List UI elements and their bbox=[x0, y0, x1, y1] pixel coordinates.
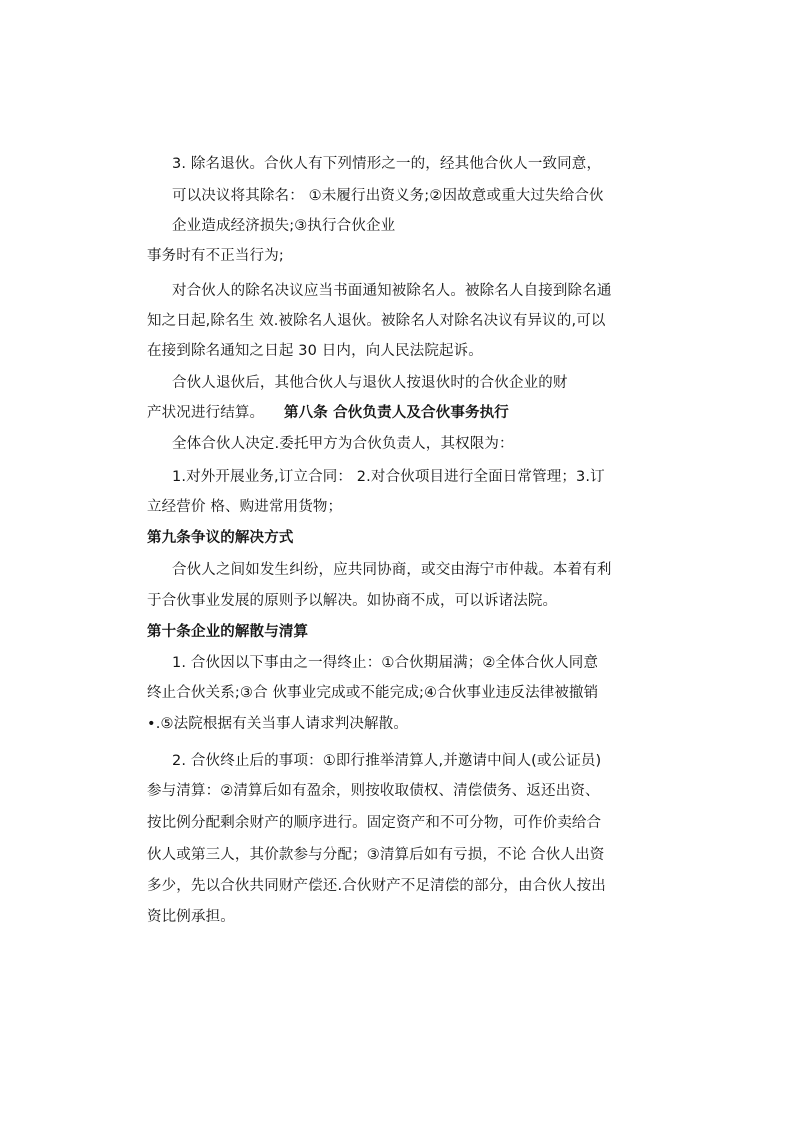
text-line: 可以决议将其除名： ①未履行出资义务;②因故意或重大过失给合伙 bbox=[172, 188, 604, 204]
text-line: 资比例承担。 bbox=[147, 909, 235, 925]
text-line: 事务时有不正当行为; bbox=[147, 248, 284, 264]
text-line: 合伙人之间如发生纠纷，应共同协商，或交由海宁市仲裁。本着有利 bbox=[172, 562, 612, 578]
text-line: 3. 除名退伙。合伙人有下列情形之一的，经其他合伙人一致同意， bbox=[172, 156, 602, 172]
text-line: 终止合伙关系;③合 伙事业完成或不能完成;④合伙事业违反法律被撤销 bbox=[147, 685, 599, 701]
text-line: 参与清算：②清算后如有盈余，则按收取债权、清偿债务、返还出资、 bbox=[147, 783, 600, 799]
text-line: 对合伙人的除名决议应当书面通知被除名人。被除名人自接到除名通 bbox=[172, 283, 612, 299]
text-line: 多少，先以合伙共同财产偿还.合伙财产不足清偿的部分，由合伙人按出 bbox=[147, 878, 606, 894]
text-line: 1.对外开展业务,订立合同： 2.对合伙项目进行全面日常管理；3.订 bbox=[172, 469, 605, 485]
text-line: •.⑤法院根据有关当事人请求判决解散。 bbox=[147, 716, 409, 732]
text-line: 全体合伙人决定.委托甲方为合伙负责人，其权限为： bbox=[172, 436, 514, 452]
text-line: 在接到除名通知之日起 30 日内，向人民法院起诉。 bbox=[147, 343, 483, 359]
text-line: 知之日起,除名生 效.被除名人退伙。被除名人对除名决议有异议的,可以 bbox=[147, 313, 606, 329]
text-line: 伙人或第三人，其价款参与分配；③清算后如有亏损，不论 合伙人出资 bbox=[147, 847, 605, 863]
text-line: 合伙人退伙后，其他合伙人与退伙人按退伙时的合伙企业的财 bbox=[172, 375, 568, 391]
text-line: 企业造成经济损失;③执行合伙企业 bbox=[172, 218, 396, 234]
section-heading: 第九条争议的解决方式 bbox=[147, 530, 294, 546]
text-line: 于合伙事业发展的原则予以解决。如协商不成，可以诉诸法院。 bbox=[147, 593, 558, 609]
text-line: 按比例分配剩余财产的顺序进行。固定资产和不可分物，可作价卖给合 bbox=[147, 815, 602, 831]
text-line: 1. 合伙因以下事由之一得终止：①合伙期届满；②全体合伙人同意 bbox=[172, 655, 599, 671]
text-line: 2. 合伙终止后的事项：①即行推举清算人,并邀请中间人(或公证员) bbox=[172, 753, 602, 769]
text-line: 立经营价 格、购进常用货物； bbox=[147, 499, 343, 515]
text-line: 产状况进行结算。 bbox=[147, 405, 265, 421]
section-heading: 第十条企业的解散与清算 bbox=[147, 624, 309, 640]
section-heading: 第八条 合伙负责人及合伙事务执行 bbox=[284, 405, 509, 421]
